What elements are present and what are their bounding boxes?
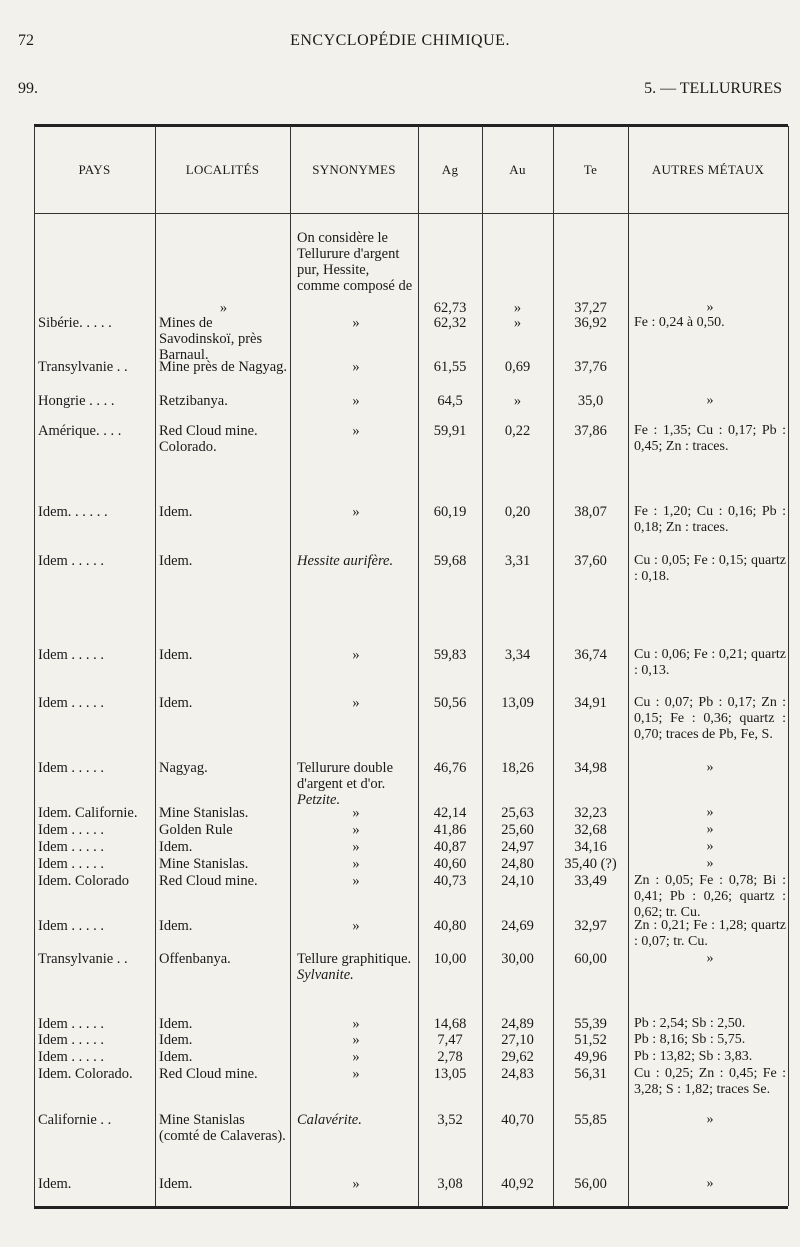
page-number: 72 [18, 32, 34, 49]
cell-te: 51,52 [574, 1032, 607, 1048]
cell-pays: Californie . . [38, 1112, 112, 1128]
table-top-rule [34, 124, 788, 127]
cell-syn: Hessite aurifère. [297, 553, 394, 569]
cell-ag: 50,56 [433, 695, 467, 711]
cell-te: 37,27 [574, 300, 607, 316]
cell-te: 55,85 [574, 1112, 607, 1128]
header-synonymes: SYNONYMES [312, 162, 396, 177]
cell-localites: Mines de Savodinskoï, près Barnaul. [159, 315, 263, 363]
cell-localites: Mine Stanislas (comté de Calaveras). [159, 1112, 286, 1144]
cell-ag: 2,78 [437, 1049, 463, 1065]
cell-syn: » [352, 1032, 360, 1048]
cell-pays: Idem . . . . . [38, 839, 105, 855]
cell-syn: » [352, 647, 360, 663]
cell-te: 32,23 [574, 805, 607, 821]
cell-autres: Fe : 1,35; Cu : 0,17; Pb : 0,45; Zn : traces. [634, 423, 786, 454]
cell-autres: Pb : 13,82; Sb : 3,83. [634, 1049, 753, 1064]
cell-ag: 59,83 [433, 647, 467, 663]
cell-localites: Red Cloud mine. Colorado. [159, 423, 258, 455]
cell-syn: » [352, 822, 360, 838]
cell-ag: 41,86 [433, 822, 467, 838]
cell-pays: Transylvanie . . [38, 951, 128, 967]
cell-localites: Idem. [159, 1032, 193, 1048]
cell-localites: Nagyag. [159, 760, 208, 776]
cell-te: 37,86 [574, 423, 607, 439]
cell-localites: Offenbanya. [159, 951, 231, 967]
cell-localites: Mine près de Nagyag. [159, 359, 288, 375]
cell-syn: Tellurure double d'argent et d'or. Petzite. [297, 760, 394, 808]
cell-localites: Idem. [159, 553, 193, 569]
cell-localites: Idem. [159, 839, 193, 855]
cell-ag: 7,47 [437, 1032, 463, 1048]
cell-syn: » [352, 359, 360, 375]
cell-te: 35,0 [577, 393, 604, 409]
cell-pays: Idem. Californie. [38, 805, 138, 821]
cell-pays: Hongrie . . . . [38, 393, 115, 409]
cell-ag: 40,60 [433, 856, 467, 872]
cell-te: 34,91 [574, 695, 607, 711]
cell-localites: Idem. [159, 504, 193, 520]
cell-te: 32,97 [574, 918, 607, 934]
cell-autres: Cu : 0,05; Fe : 0,15; quartz : 0,18. [634, 553, 786, 584]
cell-au: 40,92 [501, 1176, 534, 1192]
cell-au: 30,00 [501, 951, 534, 967]
cell-au: 24,89 [501, 1016, 534, 1032]
cell-autres: » [706, 300, 714, 315]
cell-pays: Idem . . . . . [38, 918, 105, 934]
cell-localites: Idem. [159, 1176, 193, 1192]
cell-syn: » [352, 873, 360, 889]
cell-au: 25,63 [501, 805, 534, 821]
cell-ag: 59,68 [433, 553, 467, 569]
table-header-rule [34, 213, 788, 214]
cell-autres: Pb : 8,16; Sb : 5,75. [634, 1032, 746, 1047]
cell-au: » [513, 393, 522, 409]
cell-pays: Idem . . . . . [38, 1016, 105, 1032]
cell-ag: 40,73 [433, 873, 467, 889]
section-title: 5. — TELLURURES [644, 80, 782, 97]
cell-au: 13,09 [501, 695, 534, 711]
cell-ag: 62,73 [433, 300, 467, 316]
cell-autres: Cu : 0,06; Fe : 0,21; quartz : 0,13. [634, 647, 786, 678]
cell-syn: On considère le Tellurure d'argent pur, Hessite, comme composé de [297, 230, 413, 294]
cell-ag: 40,80 [433, 918, 467, 934]
cell-au: 29,62 [501, 1049, 534, 1065]
cell-pays: Idem. [38, 1176, 72, 1192]
cell-syn: » [352, 1016, 360, 1032]
header-localites: LOCALITÉS [185, 162, 260, 177]
cell-syn: » [352, 504, 360, 520]
cell-ag: 40,87 [433, 839, 467, 855]
table-left-border [34, 126, 35, 1206]
cell-te: 36,92 [574, 315, 607, 331]
cell-syn: » [352, 805, 360, 821]
cell-syn: » [352, 393, 360, 409]
cell-pays: Idem . . . . . [38, 553, 105, 569]
table-right-border [788, 126, 789, 1206]
cell-pays: Idem. . . . . . [38, 504, 108, 520]
cell-pays: Idem . . . . . [38, 1049, 105, 1065]
cell-ag: 46,76 [433, 760, 467, 776]
cell-pays: Idem . . . . . [38, 1032, 105, 1048]
cell-autres: » [706, 760, 714, 775]
cell-syn: Tellure graphitique. Sylvanite. [297, 951, 412, 983]
cell-syn: » [352, 839, 360, 855]
cell-syn: » [352, 695, 360, 711]
cell-syn: » [352, 1049, 360, 1065]
cell-au: 3,34 [504, 647, 531, 663]
cell-te: 33,49 [574, 873, 607, 889]
header-au: Au [509, 162, 526, 177]
cell-au: 24,10 [501, 873, 534, 889]
cell-te: 34,16 [574, 839, 607, 855]
cell-te: 56,00 [574, 1176, 607, 1192]
cell-te: 56,31 [574, 1066, 607, 1082]
cell-au: 40,70 [501, 1112, 534, 1128]
cell-au: 25,60 [501, 822, 534, 838]
header-pays: PAYS [78, 162, 111, 177]
cell-localites: Idem. [159, 695, 193, 711]
cell-au: 0,69 [504, 359, 531, 375]
header-te: Te [583, 162, 598, 177]
table-bottom-rule [34, 1206, 788, 1209]
cell-syn: » [352, 856, 360, 872]
header-autres-metaux: AUTRES MÉTAUX [651, 162, 765, 177]
cell-localites: Red Cloud mine. [159, 1066, 258, 1082]
cell-localites: Idem. [159, 1049, 193, 1065]
cell-autres: Zn : 0,05; Fe : 0,78; Bi : 0,41; Pb : 0,26; quartz : 0,62; tr. Cu. [634, 873, 786, 920]
cell-pays: Idem . . . . . [38, 695, 105, 711]
cell-au: 24,80 [501, 856, 534, 872]
cell-autres: Zn : 0,21; Fe : 1,28; quartz : 0,07; tr. Cu. [634, 918, 786, 949]
cell-ag: 42,14 [433, 805, 467, 821]
cell-au: 0,20 [504, 504, 531, 520]
cell-au: 18,26 [501, 760, 534, 776]
cell-te: 55,39 [574, 1016, 607, 1032]
cell-localites: Mine Stanislas. [159, 805, 249, 821]
cell-localites: Red Cloud mine. [159, 873, 258, 889]
cell-pays: Idem. Colorado. [38, 1066, 133, 1082]
cell-localites: Mine Stanislas. [159, 856, 249, 872]
column-divider [155, 126, 156, 1206]
cell-autres: » [706, 1176, 714, 1191]
cell-te: 38,07 [574, 504, 607, 520]
cell-au: 24,83 [501, 1066, 534, 1082]
cell-te: 60,00 [574, 951, 607, 967]
cell-pays: Transylvanie . . [38, 359, 128, 375]
cell-syn: » [352, 918, 360, 934]
cell-pays: Idem . . . . . [38, 760, 105, 776]
cell-te: 32,68 [574, 822, 607, 838]
cell-localites: Idem. [159, 918, 193, 934]
cell-pays: Idem . . . . . [38, 856, 105, 872]
cell-syn: » [352, 315, 360, 331]
cell-ag: 14,68 [433, 1016, 467, 1032]
cell-pays: Sibérie. . . . . [38, 315, 112, 331]
cell-pays: Idem . . . . . [38, 822, 105, 838]
section-number: 99. [18, 80, 38, 97]
cell-te: 37,76 [574, 359, 607, 375]
cell-syn: Calavérite. [297, 1112, 362, 1128]
cell-pays: Idem. Colorado [38, 873, 130, 889]
cell-localites: Idem. [159, 647, 193, 663]
cell-autres: Fe : 0,24 à 0,50. [634, 315, 725, 330]
cell-autres: Fe : 1,20; Cu : 0,16; Pb : 0,18; Zn : traces. [634, 504, 786, 535]
cell-syn: » [352, 1176, 360, 1192]
cell-autres: Pb : 2,54; Sb : 2,50. [634, 1016, 746, 1031]
running-title: ENCYCLOPÉDIE CHIMIQUE. [290, 32, 510, 49]
cell-ag: 59,91 [433, 423, 467, 439]
cell-autres: » [706, 822, 714, 837]
cell-te: 36,74 [574, 647, 607, 663]
column-divider [290, 126, 291, 1206]
cell-pays: Amérique. . . . [38, 423, 122, 439]
cell-te: 49,96 [574, 1049, 607, 1065]
cell-ag: 60,19 [433, 504, 467, 520]
cell-ag: 3,08 [437, 1176, 463, 1192]
cell-ag: 61,55 [433, 359, 467, 375]
cell-te: 37,60 [574, 553, 607, 569]
cell-ag: 13,05 [433, 1066, 467, 1082]
cell-te: 35,40 (?) [564, 856, 617, 872]
header-ag: Ag [441, 162, 459, 177]
cell-autres: » [706, 393, 714, 408]
cell-au: 0,22 [504, 423, 531, 439]
cell-pays: Idem . . . . . [38, 647, 105, 663]
cell-au: 24,97 [501, 839, 534, 855]
cell-localites: Retzibanya. [159, 393, 228, 409]
cell-autres: Cu : 0,25; Zn : 0,45; Fe : 3,28; S : 1,82; traces Se. [634, 1066, 786, 1097]
cell-autres: » [706, 839, 714, 854]
cell-ag: 10,00 [433, 951, 467, 967]
cell-ag: 3,52 [437, 1112, 463, 1128]
cell-localites: » [219, 300, 228, 316]
cell-au: » [513, 300, 522, 316]
cell-syn: » [352, 423, 360, 439]
cell-autres: » [706, 805, 714, 820]
cell-autres: Cu : 0,07; Pb : 0,17; Zn : 0,15; Fe : 0,36; quartz : 0,70; traces de Pb, Fe, S. [634, 695, 786, 742]
cell-au: 27,10 [501, 1032, 534, 1048]
column-divider [628, 126, 629, 1206]
cell-au: 24,69 [501, 918, 534, 934]
cell-syn: » [352, 1066, 360, 1082]
cell-localites: Golden Rule [159, 822, 233, 838]
cell-te: 34,98 [574, 760, 607, 776]
cell-ag: 64,5 [437, 393, 463, 409]
cell-ag: 62,32 [433, 315, 467, 331]
cell-autres: » [706, 1112, 714, 1127]
cell-autres: » [706, 951, 714, 966]
cell-au: 3,31 [504, 553, 531, 569]
cell-autres: » [706, 856, 714, 871]
cell-localites: Idem. [159, 1016, 193, 1032]
cell-au: » [513, 315, 522, 331]
